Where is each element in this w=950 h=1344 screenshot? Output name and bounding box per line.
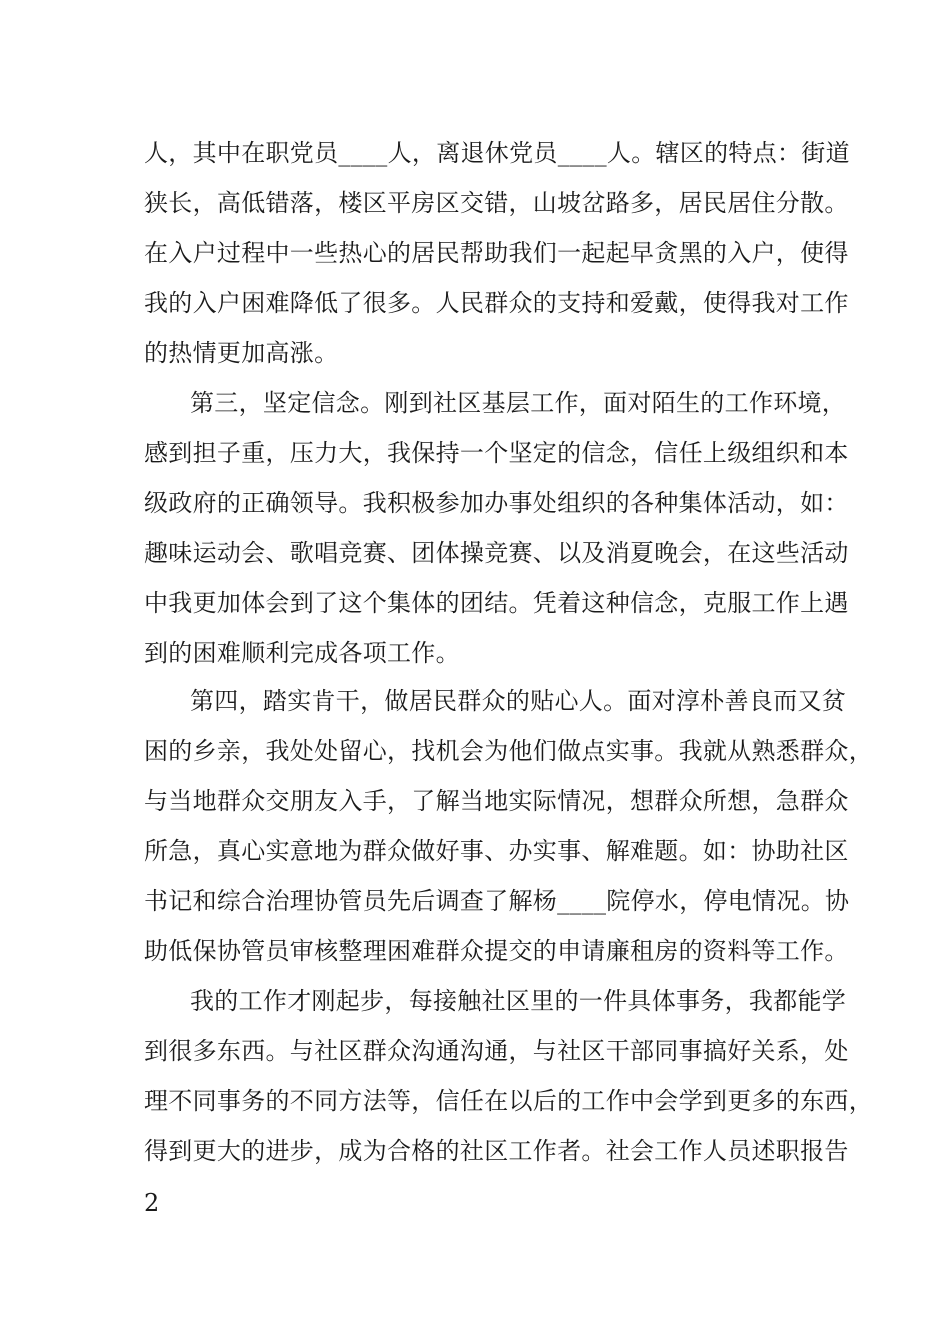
- text-line: 级政府的正确领导。我积极参加办事处组织的各种集体活动，如：: [144, 489, 849, 517]
- text-line: 所急，真心实意地为群众做好事、办实事、解难题。如：协助社区: [144, 837, 849, 865]
- text-line: 得到更大的进步，成为合格的社区工作者。社会工作人员述职报告: [144, 1137, 849, 1165]
- text-line: 狭长，高低错落，楼区平房区交错，山坡岔路多，居民居住分散。: [144, 189, 849, 217]
- text-line: 在入户过程中一些热心的居民帮助我们一起起早贪黑的入户，使得: [144, 239, 849, 267]
- text-line: 中我更加体会到了这个集体的团结。凭着这种信念，克服工作上遇: [144, 589, 849, 617]
- text-line: 困的乡亲，我处处留心，找机会为他们做点实事。我就从熟悉群众，: [144, 737, 873, 765]
- text-line: 趣味运动会、歌唱竞赛、团体操竞赛、以及消夏晚会，在这些活动: [144, 539, 849, 567]
- text-line: 到的困难顺利完成各项工作。: [144, 639, 460, 667]
- paragraph-first-line: 第三，坚定信念。刚到社区基层工作，面对陌生的工作环境，: [190, 389, 847, 417]
- text-line: 助低保协管员审核整理困难群众提交的申请廉租房的资料等工作。: [144, 937, 849, 965]
- paragraph-first-line: 第四，踏实肯干，做居民群众的贴心人。面对淳朴善良而又贫: [190, 687, 847, 715]
- text-line: 我的入户困难降低了很多。人民群众的支持和爱戴，使得我对工作: [144, 289, 849, 317]
- text-line: 书记和综合治理协管员先后调查了解杨____院停水，停电情况。协: [144, 887, 850, 915]
- page-number: 2: [144, 1189, 160, 1217]
- text-line: 到很多东西。与社区群众沟通沟通，与社区干部同事搞好关系，处: [144, 1037, 849, 1065]
- text-line: 与当地群众交朋友入手，了解当地实际情况，想群众所想，急群众: [144, 787, 849, 815]
- text-line: 人，其中在职党员____人，离退休党员____人。辖区的特点：街道: [144, 139, 850, 167]
- text-line: 理不同事务的不同方法等，信任在以后的工作中会学到更多的东西，: [144, 1087, 873, 1115]
- text-line: 的热情更加高涨。: [144, 339, 339, 367]
- text-line: 感到担子重，压力大，我保持一个坚定的信念，信任上级组织和本: [144, 439, 849, 467]
- paragraph-first-line: 我的工作才刚起步，每接触社区里的一件具体事务，我都能学: [190, 987, 847, 1015]
